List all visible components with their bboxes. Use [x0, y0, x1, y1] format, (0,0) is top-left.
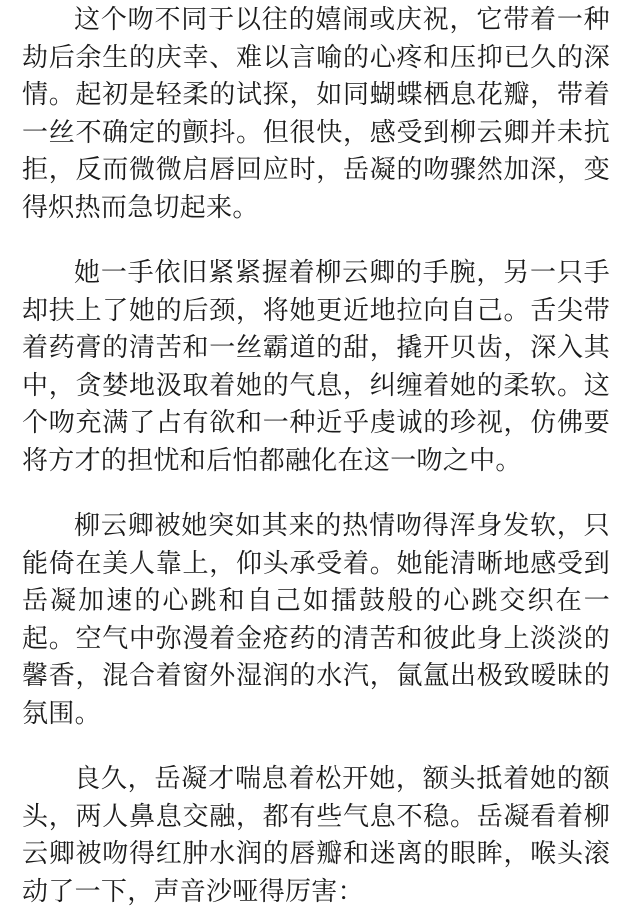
paragraph-4: 良久，岳凝才喘息着松开她，额头抵着她的额头，两人鼻息交融，都有些气息不稳。岳凝看着柳云卿被吻得红肿水润的唇瓣和迷离的眼眸，喉头滚动了一下，声音沙哑得厉害： — [22, 764, 610, 907]
paragraph-1: 这个吻不同于以往的嬉闹或庆祝，它带着一种劫后余生的庆幸、难以言喻的心疼和压抑已久的深情。起初是轻柔的试探，如同蝴蝶栖息花瓣，带着一丝不确定的颤抖。但很快，感受到柳云卿并未抗拒，反而微微启唇回应时，岳凝的吻骤然加深，变得炽热而急切起来。 — [22, 5, 610, 223]
paragraph-3: 柳云卿被她突如其来的热情吻得浑身发软，只能倚在美人靠上，仰头承受着。她能清晰地感受到岳凝加速的心跳和自己如擂鼓般的心跳交织在一起。空气中弥漫着金疮药的清苦和彼此身上淡淡的馨香，混合着窗外湿润的水汽，氤氲出极致暧昧的氛围。 — [22, 511, 610, 729]
paragraph-2: 她一手依旧紧紧握着柳云卿的手腕，另一只手却扶上了她的后颈，将她更近地拉向自己。舌尖带着药膏的清苦和一丝霸道的甜，撬开贝齿，深入其中，贪婪地汲取着她的气息，纠缠着她的柔软。这个吻充满了占有欲和一种近乎虔诚的珍视，仿佛要将方才的担忧和后怕都融化在这一吻之中。 — [22, 258, 610, 476]
